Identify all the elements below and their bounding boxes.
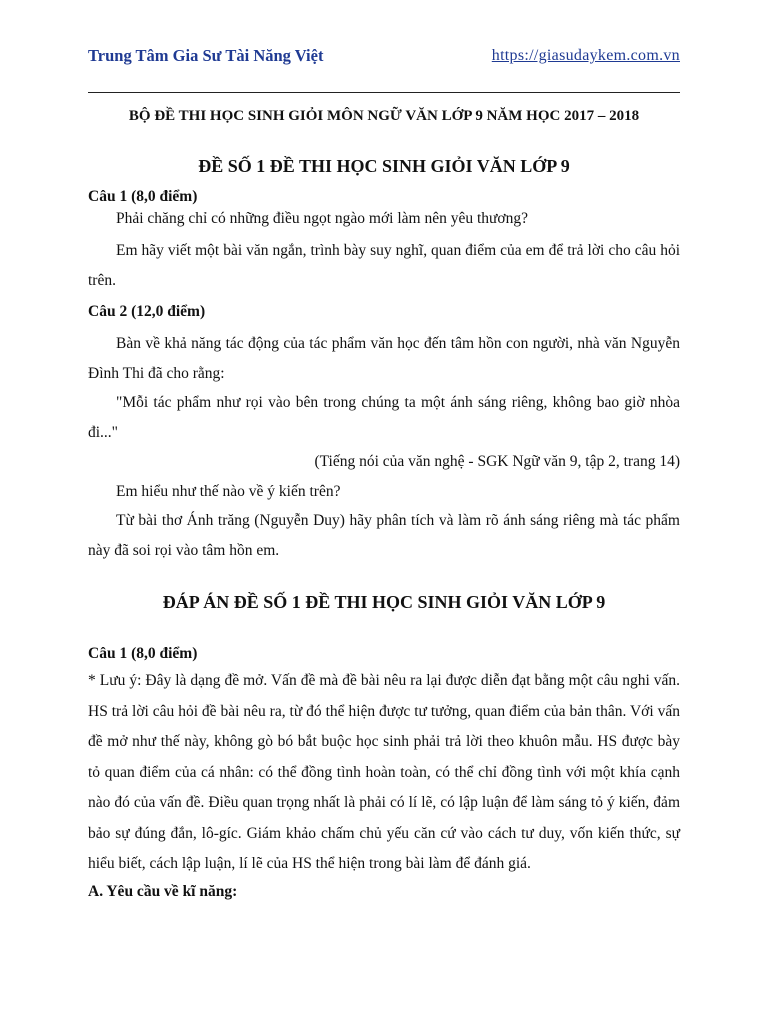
quote-source: (Tiếng nói của văn nghệ - SGK Ngữ văn 9, tập 2, trang 14): [314, 453, 680, 470]
question-2-intro: Bàn về khả năng tác động của tác phẩm văn học đến tâm hồn con người, nhà văn Nguyễn Đình Thi đã cho rằng:: [88, 335, 680, 382]
answer-title: ĐÁP ÁN ĐỀ SỐ 1 ĐỀ THI HỌC SINH GIỎI VĂN LỚP 9: [162, 592, 606, 612]
exam-questions: [88, 186, 680, 565]
brand-name: Trung Tâm Gia Sư Tài Năng Việt: [88, 46, 324, 65]
page-header: [88, 46, 680, 72]
question-2-quote: "Mỗi tác phẩm như rọi vào bên trong chúng ta một ánh sáng riêng, không bao giờ nhòa đi...": [88, 394, 680, 441]
answer-section: [88, 642, 680, 904]
website-link[interactable]: https://giasudaykem.com.vn: [491, 47, 680, 64]
question-1-task: Em hãy viết một bài văn ngắn, trình bày suy nghĩ, quan điểm của em để trả lời cho câu hỏi trên.: [88, 242, 680, 289]
set-title: BỘ ĐỀ THI HỌC SINH GIỎI MÔN NGỮ VĂN LỚP 9 NĂM HỌC 2017 – 2018: [128, 108, 640, 124]
section-a-heading: A. Yêu cầu về kĩ năng:: [88, 882, 238, 900]
question-1-heading: Câu 1 (8,0 điểm): [88, 188, 198, 205]
question-2-task: Từ bài thơ Ánh trăng (Nguyễn Duy) hãy phân tích và làm rõ ánh sáng riêng mà tác phẩm này đã soi rọi vào tâm hồn em.: [88, 512, 680, 559]
exam-title: ĐỀ SỐ 1 ĐỀ THI HỌC SINH GIỎI VĂN LỚP 9: [198, 156, 570, 176]
question-2-heading: Câu 2 (12,0 điểm): [88, 303, 206, 320]
header-divider: [88, 92, 680, 93]
question-1-prompt: Phải chăng chỉ có những điều ngọt ngào mới làm nên yêu thương?: [116, 210, 528, 227]
answer-1-heading: Câu 1 (8,0 điểm): [88, 645, 198, 662]
question-2-ask: Em hiểu như thế nào về ý kiến trên?: [116, 482, 341, 500]
answer-note: * Lưu ý: Đây là dạng đề mở. Vấn đề mà đề bài nêu ra lại được diễn đạt bằng một câu nghi vấn. HS trả lời câu hỏi đề bài nêu ra, từ đó thể hiện được tư tưởng, quan điểm của bản thân. Với vấn đề mở như thế này, không gò bó bắt buộc học sinh phải trả lời theo khuôn mẫu. HS được bày tỏ quan điểm của cá nhân: có thể đồng tình hoàn toàn, có thể chỉ đồng tình với một khía cạnh nào đó của vấn đề. Điều quan trọng nhất là phải có lí lẽ, có lập luận để làm sáng tỏ ý kiến, đảm bảo sự đúng đắn, lô-gíc. Giám khảo chấm chủ yếu căn cứ vào cách tư duy, vốn kiến thức, sự hiểu biết, cách lập luận, lí lẽ của HS thể hiện trong bài làm để đánh giá.: [88, 672, 680, 872]
